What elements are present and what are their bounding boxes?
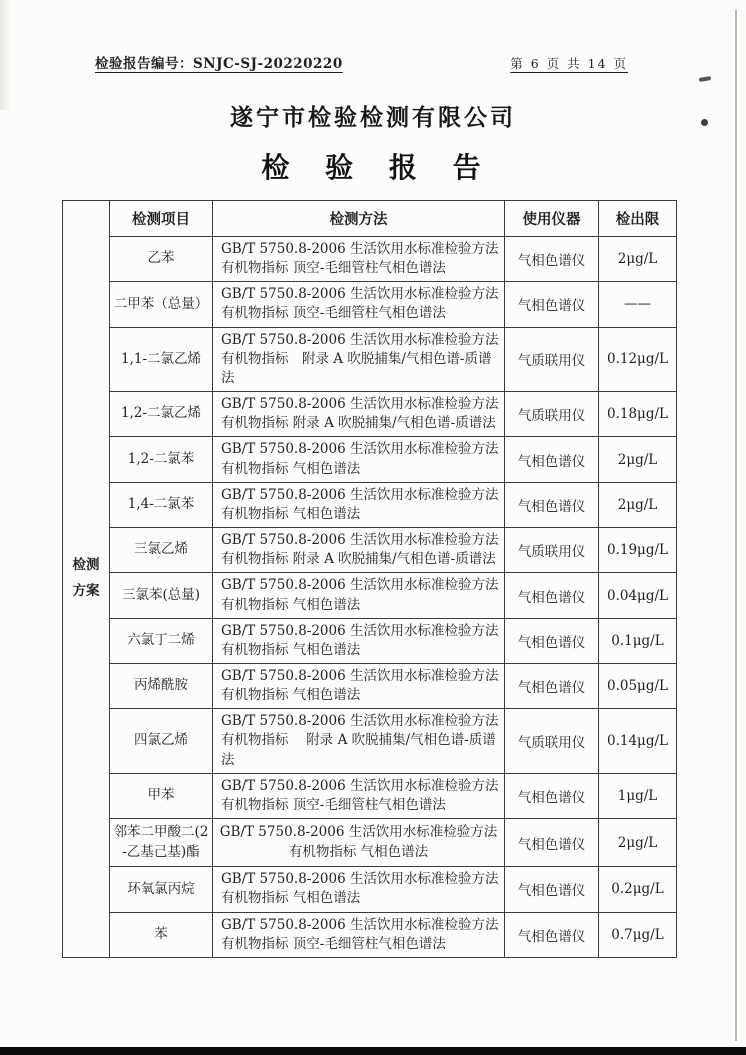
page-indicator: 第 6 页 共 14 页 (510, 56, 628, 71)
item-cell: 三氯乙烯 (110, 528, 213, 573)
method-cell: GB/T 5750.8-2006 生活饮用水标准检验方法 有机物指标 气相色谱法 (213, 573, 505, 618)
method-cell: GB/T 5750.8-2006 生活饮用水标准检验方法 有机物指标 顶空-毛细管柱气相色谱法 (213, 912, 505, 957)
instrument-cell: 气相色谱仪 (505, 912, 599, 957)
scan-artifact-edge-line (735, 10, 737, 1041)
table-row (63, 528, 677, 573)
method-cell: GB/T 5750.8-2006 生活饮用水标准检验方法 有机物指标 顶空-毛细管柱气相色谱法 (213, 773, 505, 818)
instrument-cell: 气相色谱仪 (505, 573, 599, 618)
limit-cell: 0.04μg/L (599, 573, 677, 618)
report-number-value: SNJC-SJ-20220220 (193, 56, 343, 72)
col-header-item: 检测项目 (110, 201, 213, 237)
item-cell: 邻苯二甲酸二(2-乙基己基)酯 (110, 819, 213, 867)
table-row (63, 819, 677, 867)
item-cell: 乙苯 (110, 237, 213, 282)
item-cell: 四氯乙烯 (110, 709, 213, 773)
limit-cell: 2μg/L (599, 482, 677, 527)
method-cell: GB/T 5750.8-2006 生活饮用水标准检验方法 有机物指标 附录 A 吹脱捕集/气相色谱-质谱法 (213, 327, 505, 391)
instrument-cell: 气质联用仪 (505, 327, 599, 391)
limit-cell: 0.05μg/L (599, 663, 677, 708)
table-row (63, 437, 677, 482)
method-cell: GB/T 5750.8-2006 生活饮用水标准检验方法 有机物指标 顶空-毛细管柱气相色谱法 (213, 282, 505, 327)
instrument-cell: 气相色谱仪 (505, 819, 599, 867)
instrument-cell: 气质联用仪 (505, 528, 599, 573)
table-row (63, 327, 677, 391)
report-title: 检 验 报 告 (261, 151, 485, 184)
item-cell: 二甲苯（总量） (110, 282, 213, 327)
table-row (63, 663, 677, 708)
method-cell: GB/T 5750.8-2006 生活饮用水标准检验方法 有机物指标 气相色谱法 (213, 618, 505, 663)
instrument-cell: 气相色谱仪 (505, 282, 599, 327)
table-row (63, 573, 677, 618)
item-cell: 1,4-二氯苯 (110, 482, 213, 527)
row-group-cell (63, 201, 110, 958)
limit-cell: 0.7μg/L (599, 912, 677, 957)
col-header-method: 检测方法 (213, 201, 505, 237)
table-row (63, 392, 677, 437)
method-cell: GB/T 5750.8-2006 生活饮用水标准检验方法 有机物指标 附录 A 吹脱捕集/气相色谱-质谱法 (213, 709, 505, 773)
test-plan-table (62, 200, 677, 958)
table-row (63, 867, 677, 912)
table-body (63, 201, 677, 958)
limit-cell: 0.19μg/L (599, 528, 677, 573)
instrument-cell: 气相色谱仪 (505, 437, 599, 482)
instrument-cell: 气质联用仪 (505, 709, 599, 773)
group-label-line-1: 检测 (72, 557, 100, 574)
item-cell: 丙烯酰胺 (110, 663, 213, 708)
limit-cell: —— (599, 282, 677, 327)
item-cell: 1,1-二氯乙烯 (110, 327, 213, 391)
item-cell: 甲苯 (110, 773, 213, 818)
table-row (63, 773, 677, 818)
col-header-limit: 检出限 (599, 201, 677, 237)
table-header-row (63, 201, 677, 237)
limit-cell: 0.12μg/L (599, 327, 677, 391)
item-cell: 1,2-二氯乙烯 (110, 392, 213, 437)
report-number (95, 52, 343, 72)
item-cell: 三氯苯(总量) (110, 573, 213, 618)
scan-artifact-speck-1 (699, 76, 711, 82)
item-cell: 环氧氯丙烷 (110, 867, 213, 912)
instrument-cell: 气相色谱仪 (505, 237, 599, 282)
table-row (63, 912, 677, 957)
limit-cell: 2μg/L (599, 819, 677, 867)
limit-cell: 0.1μg/L (599, 618, 677, 663)
instrument-cell: 气相色谱仪 (505, 482, 599, 527)
instrument-cell: 气相色谱仪 (505, 618, 599, 663)
method-cell: GB/T 5750.8-2006 生活饮用水标准检验方法 有机物指标 气相色谱法 (213, 663, 505, 708)
method-cell: GB/T 5750.8-2006 生活饮用水标准检验方法 有机物指标 气相色谱法 (213, 819, 505, 867)
method-cell: GB/T 5750.8-2006 生活饮用水标准检验方法 有机物指标 气相色谱法 (213, 482, 505, 527)
limit-cell: 2μg/L (599, 437, 677, 482)
table-row (63, 709, 677, 773)
method-cell: GB/T 5750.8-2006 生活饮用水标准检验方法 有机物指标 气相色谱法 (213, 437, 505, 482)
item-cell: 六氯丁二烯 (110, 618, 213, 663)
method-cell: GB/T 5750.8-2006 生活饮用水标准检验方法 有机物指标 气相色谱法 (213, 867, 505, 912)
method-cell: GB/T 5750.8-2006 生活饮用水标准检验方法 有机物指标 附录 A 吹脱捕集/气相色谱-质谱法 (213, 392, 505, 437)
scan-artifact-corner-shade (0, 0, 12, 110)
item-cell: 1,2-二氯苯 (110, 437, 213, 482)
scan-artifact-speck-2 (701, 119, 708, 126)
table-row (63, 237, 677, 282)
col-header-instrument: 使用仪器 (505, 201, 599, 237)
instrument-cell: 气相色谱仪 (505, 773, 599, 818)
item-cell: 苯 (110, 912, 213, 957)
limit-cell: 0.14μg/L (599, 709, 677, 773)
report-number-label: 检验报告编号： (95, 56, 193, 72)
instrument-cell: 气质联用仪 (505, 392, 599, 437)
limit-cell: 0.18μg/L (599, 392, 677, 437)
instrument-cell: 气相色谱仪 (505, 663, 599, 708)
method-cell: GB/T 5750.8-2006 生活饮用水标准检验方法 有机物指标 附录 A 吹脱捕集/气相色谱-质谱法 (213, 528, 505, 573)
table-row (63, 482, 677, 527)
limit-cell: 0.2μg/L (599, 867, 677, 912)
table-row (63, 282, 677, 327)
limit-cell: 2μg/L (599, 237, 677, 282)
limit-cell: 1μg/L (599, 773, 677, 818)
method-cell: GB/T 5750.8-2006 生活饮用水标准检验方法 有机物指标 顶空-毛细管柱气相色谱法 (213, 237, 505, 282)
page-header (0, 52, 746, 72)
scan-artifact-bottom-bar (0, 1047, 746, 1055)
instrument-cell: 气相色谱仪 (505, 867, 599, 912)
group-label-line-2: 方案 (72, 582, 100, 599)
table-row (63, 618, 677, 663)
company-name: 遂宁市检验检测有限公司 (230, 104, 516, 131)
